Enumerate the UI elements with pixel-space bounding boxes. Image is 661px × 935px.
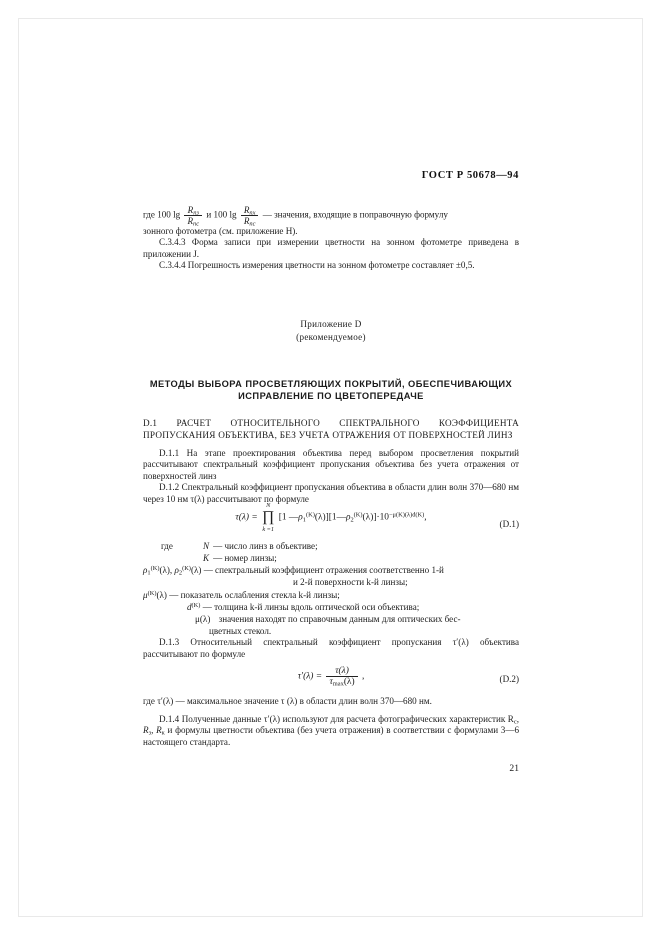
rho-definition-line2: и 2-й поверхности k-й линзы; — [293, 577, 408, 588]
top-formula-paragraph — [143, 205, 519, 272]
clause-d14 — [143, 714, 519, 748]
mu-definition: — показатель ослабления стекла k-й линзы; — [169, 589, 340, 600]
rho2-subscript: 2 — [350, 516, 354, 524]
top-line2: зонного фотометра (см. приложение Н). — [143, 226, 298, 236]
formula-d2-comma: , — [361, 671, 365, 682]
clause-c343: С.3.4.3 Форма записи при измерении цветности на зонном фотометре приведена в приложении J. — [143, 237, 519, 259]
clause-d12: D.1.2 Спектральный коэффициент пропускания объектива в области длин волн 370—680 нм через 10 нм τ(λ) рассчитывают по формуле — [143, 482, 519, 504]
exponent-d-superscript: (K) — [415, 511, 425, 519]
document-page — [143, 170, 519, 774]
formula-d2 — [143, 666, 519, 696]
rho-a-argument: (λ), — [159, 565, 173, 576]
mu-lambda-symbol: μ(λ) — [195, 614, 211, 625]
rho-b-subscript: 2 — [178, 569, 183, 577]
clause-d11: D.1.1 На этапе проектирования объектива перед выбором просветления покрытий рассчитывают спектральный коэффициент пропускания объектива без учета отражения от поверхностей линз — [143, 448, 519, 481]
frac1-numerator-sub: пз — [193, 209, 199, 217]
appendix-heading-line1: МЕТОДЫ ВЫБОРА ПРОСВЕТЛЯЮЩИХ ПОКРЫТИЙ, ОБЕСПЕЧИВАЮЩИХ — [149, 378, 513, 389]
rho2-argument: (λ)]·10 — [362, 512, 389, 523]
definition-n: — число линз в объективе; — [213, 541, 318, 552]
fraction-rph-rpc — [239, 205, 261, 226]
rho-b-superscript: (K) — [182, 565, 191, 573]
d-definition: — толщина k-й линзы вдоль оптической оси объектива; — [202, 601, 420, 612]
product-upper-limit: N — [266, 502, 271, 510]
frac2-denominator: R — [243, 216, 250, 226]
where-row-k — [143, 553, 519, 565]
mu-superscript: (K) — [147, 589, 157, 597]
frac2-numerator: R — [243, 205, 250, 215]
rho1-subscript: 1 — [302, 516, 306, 524]
formula-d1-lhs: τ(λ) = — [235, 512, 258, 523]
definition-d — [143, 601, 519, 613]
definition-mu — [143, 589, 519, 601]
rho1-superscript: (K) — [305, 511, 315, 519]
log-prefix-2: 100 lg — [213, 209, 237, 220]
conjunction-and: и — [206, 209, 212, 220]
symbol-n: N — [203, 541, 210, 552]
rho-a-subscript: 1 — [147, 569, 151, 577]
definition-k: — номер линзы; — [213, 552, 277, 563]
standard-header: ГОСТ Р 50678—94 — [421, 170, 519, 181]
exponent-mu: −μ(K) — [388, 511, 405, 519]
gde-label: где 100 lg — [143, 209, 181, 220]
where-label-empty — [143, 553, 181, 565]
clause-d13-where: где τ′(λ) — максимальное значение τ (λ) в области длин волн 370—680 нм. — [143, 696, 432, 707]
symbol-k: K — [203, 552, 210, 563]
clause-d13: D.1.3 Относительный спектральный коэффициент пропускания τ′(λ) объектива рассчитывают по формуле — [143, 637, 519, 659]
formula-d2-number: (D.2) — [499, 674, 519, 685]
mu-argument: (λ) — [156, 589, 167, 600]
d14-subscript-1: с — [513, 718, 517, 726]
clause-c344: С.3.4.4 Погрешность измерения цветности на зонном фотометре составляет ±0,5. — [159, 260, 475, 271]
rho-b-argument: (λ) — [190, 565, 202, 576]
rho2-superscript: (K) — [353, 511, 363, 519]
formula-d2-denominator-sub: max — [332, 680, 344, 688]
rho2-symbol: ρ — [345, 512, 351, 523]
mu-lambda-definition-line2: цветных стекол. — [209, 626, 272, 637]
formula-d1-term-open: [1 — — [278, 512, 299, 523]
formula-d1 — [143, 502, 519, 541]
fraction-tau-taumax — [326, 666, 357, 687]
formula-d2-denominator-arg: (λ) — [343, 677, 355, 688]
top-line1-tail: — значения, входящие в поправочную формулу — [262, 209, 448, 220]
appendix-caption: Приложение D — [300, 318, 362, 329]
appendix-subcaption: (рекомендуемое) — [296, 331, 366, 342]
formula-d1-number: (D.1) — [499, 519, 519, 530]
page-number: 21 — [509, 762, 519, 774]
d14-subscript-2: з — [148, 729, 152, 737]
mu-lambda-definition-line1: значения находят по справочным данным для оптических бес- — [218, 614, 461, 625]
formula-d2-denominator-tau: τ — [329, 677, 333, 688]
exponent-tail: (λ)d — [404, 511, 416, 519]
rho-b-symbol: ρ — [174, 565, 179, 576]
d14-mid-2: , R — [151, 725, 162, 736]
section-heading-d1: D.1 РАСЧЕТ ОТНОСИТЕЛЬНОГО СПЕКТРАЛЬНОГО КОЭФФИЦИЕНТА ПРОПУСКАНИЯ ОБЪЕКТИВА, БЕЗ УЧЕТА ОТРАЖЕНИЯ ОТ ПОВЕРХНОСТЕЙ ЛИНЗ — [143, 418, 519, 441]
appendix-heading-line2: ИСПРАВЛЕНИЕ ПО ЦВЕТОПЕРЕДАЧЕ — [238, 391, 424, 402]
where-label: где — [161, 541, 173, 552]
frac2-denominator-sub: пс — [249, 220, 256, 228]
mu-symbol: μ — [143, 589, 148, 600]
fraction-rpz-rpc — [182, 205, 204, 226]
product-symbol: ∏ — [262, 509, 275, 526]
definition-mu-lambda — [143, 613, 519, 625]
d14-tail: и формулы цветности объектива (без учета отражения) в соответствии с формулами 3—6 настоящего стандарта. — [143, 725, 519, 747]
rho-a-symbol: ρ — [143, 565, 148, 576]
where-list-d1 — [143, 541, 519, 637]
frac2-numerator-sub: пх — [249, 209, 256, 217]
frac1-denominator-sub: пс — [193, 220, 200, 228]
rho-definition-line1: — спектральный коэффициент отражения соответственно 1-й — [203, 565, 444, 576]
clause-d14-text: D.1.4 Полученные данные τ′(λ) используют для расчета фотографических характеристик R — [159, 713, 514, 724]
product-lower-limit: k =1 — [262, 526, 275, 534]
d-symbol: d — [187, 601, 192, 612]
rho1-symbol: ρ — [298, 512, 303, 523]
formula-d2-lhs: τ′(λ) = — [297, 671, 323, 682]
d14-subscript-3: к — [161, 729, 165, 737]
where-row-n — [143, 541, 519, 553]
rho-a-superscript: (K) — [150, 565, 160, 573]
frac1-denominator: R — [187, 216, 194, 226]
definition-rho — [143, 564, 519, 576]
rho1-argument: (λ)][1— — [314, 512, 346, 523]
formula-d1-comma: , — [424, 512, 427, 523]
formula-d2-numerator: τ(λ) — [335, 666, 349, 677]
d14-mid-1: , R — [143, 713, 519, 736]
frac1-numerator: R — [187, 205, 194, 215]
product-operator — [262, 502, 275, 534]
d-superscript: (K) — [191, 601, 201, 609]
